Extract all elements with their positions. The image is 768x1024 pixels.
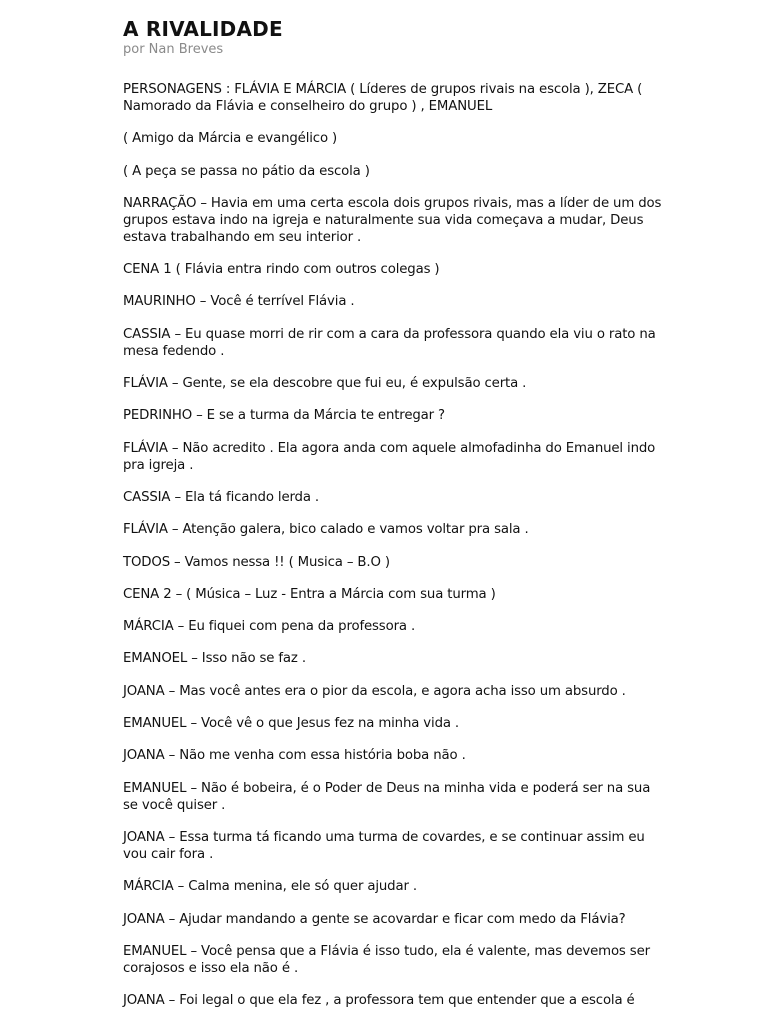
- paragraph: PERSONAGENS : FLÁVIA E MÁRCIA ( Líderes de grupos rivais na escola ), ZECA ( Namorado da Flávia e conselheiro do grupo ) , EMANUEL: [123, 82, 643, 114]
- paragraph: NARRAÇÃO – Havia em uma certa escola dois grupos rivais, mas a líder de um dos grupos estava indo na igreja e naturalmente sua vida começava a mudar, Deus estava trabalhando em seu interior .: [123, 195, 662, 245]
- paragraph: MÁRCIA – Calma menina, ele só quer ajudar .: [123, 879, 417, 895]
- paragraph: MAURINHO – Você é terrível Flávia .: [123, 294, 355, 310]
- paragraph: JOANA – Mas você antes era o pior da escola, e agora acha isso um absurdo .: [123, 683, 626, 699]
- paragraph: CASSIA – Eu quase morri de rir com a cara da professora quando ela viu o rato na mesa fedendo .: [123, 326, 656, 359]
- document-page: [123, 17, 663, 1024]
- paragraph: MÁRCIA – Eu fiquei com pena da professora .: [123, 619, 416, 635]
- document-author: por Nan Breves: [123, 42, 224, 57]
- paragraph: CASSIA – Ela tá ficando lerda .: [123, 489, 320, 505]
- paragraph: PEDRINHO – E se a turma da Márcia te entregar ?: [123, 408, 445, 424]
- paragraph: ( Amigo da Márcia e evangélico ): [123, 131, 338, 147]
- paragraph: TODOS – Vamos nessa !! ( Musica – B.O ): [123, 554, 390, 570]
- paragraph: FLÁVIA – Atenção galera, bico calado e vamos voltar pra sala .: [123, 522, 529, 538]
- paragraph: EMANUEL – Você pensa que a Flávia é isso tudo, ela é valente, mas devemos ser corajosos e isso ela não é .: [123, 943, 650, 976]
- paragraph: EMANOEL – Isso não se faz .: [123, 651, 306, 667]
- paragraph: CENA 1 ( Flávia entra rindo com outros colegas ): [123, 262, 440, 278]
- paragraph: JOANA – Foi legal o que ela fez , a professora tem que entender que a escola é: [123, 993, 635, 1009]
- paragraph: ( A peça se passa no pátio da escola ): [123, 163, 370, 179]
- paragraph: FLÁVIA – Gente, se ela descobre que fui eu, é expulsão certa .: [123, 376, 527, 392]
- paragraph: JOANA – Essa turma tá ficando uma turma de covardes, e se continuar assim eu vou cair fora .: [123, 829, 645, 862]
- paragraph: JOANA – Ajudar mandando a gente se acovardar e ficar com medo da Flávia?: [123, 911, 626, 927]
- document-title: A RIVALIDADE: [123, 17, 283, 41]
- paragraph: CENA 2 – ( Música – Luz - Entra a Márcia com sua turma ): [123, 586, 496, 602]
- paragraph: EMANUEL – Não é bobeira, é o Poder de Deus na minha vida e poderá ser na sua se você quiser .: [123, 780, 651, 813]
- document-body: [123, 81, 663, 1009]
- paragraph: JOANA – Não me venha com essa história boba não .: [123, 748, 466, 764]
- paragraph: FLÁVIA – Não acredito . Ela agora anda com aquele almofadinha do Emanuel indo pra igreja .: [123, 440, 656, 473]
- paragraph: EMANUEL – Você vê o que Jesus fez na minha vida .: [123, 716, 460, 732]
